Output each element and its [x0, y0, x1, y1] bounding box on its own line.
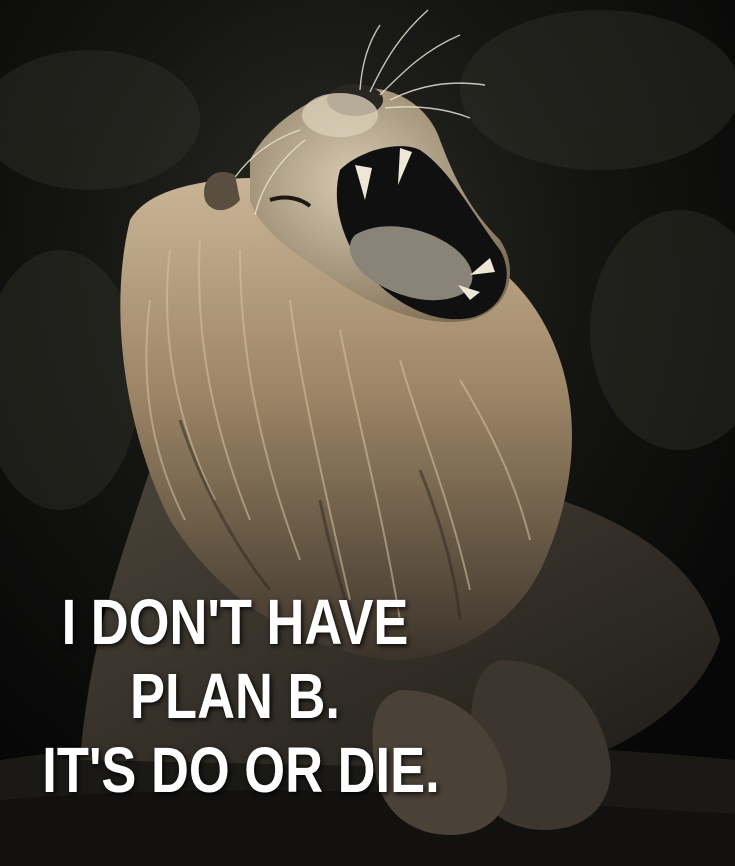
quote-text — [42, 585, 440, 807]
quote-line-2: PLAN B. — [130, 660, 340, 732]
quote-line-1: I DON'T HAVE — [61, 586, 409, 658]
quote-line-3: IT'S DO OR DIE. — [42, 734, 440, 806]
